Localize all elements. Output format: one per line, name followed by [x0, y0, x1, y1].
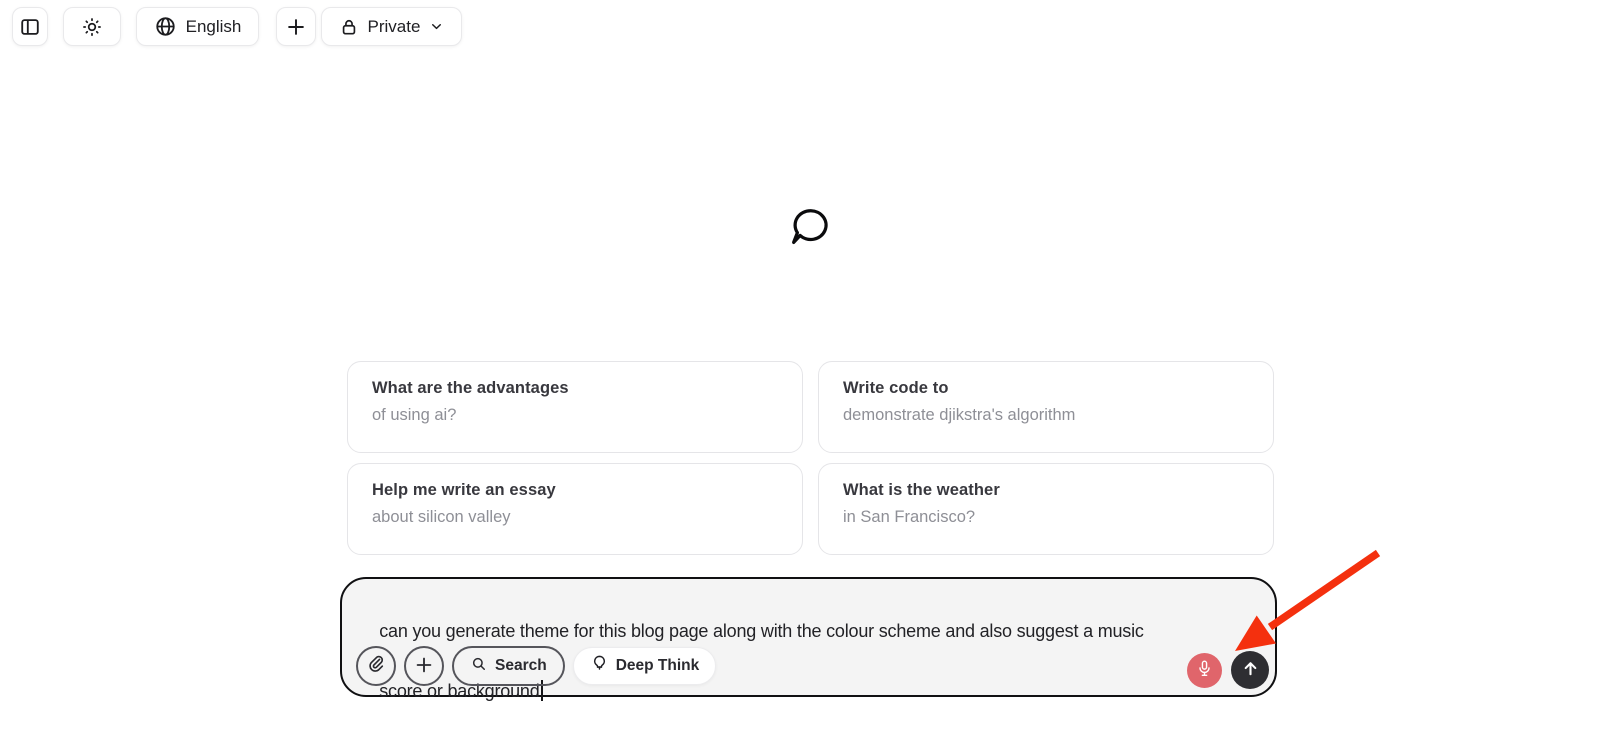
search-toggle-button[interactable] — [452, 646, 565, 686]
voice-input-button[interactable] — [1187, 653, 1222, 688]
message-input-line2: score or background — [379, 681, 540, 701]
suggestion-card-essay[interactable] — [347, 463, 803, 555]
paperclip-icon — [366, 654, 387, 678]
search-label: Search — [495, 657, 547, 674]
suggestion-card-write-code[interactable] — [818, 361, 1274, 453]
suggestion-title: Write code to — [843, 379, 949, 397]
sidebar-toggle-button[interactable] — [12, 7, 48, 46]
deep-think-label: Deep Think — [615, 657, 700, 674]
language-label: English — [185, 16, 242, 36]
suggestion-cards — [347, 361, 1274, 555]
privacy-mode-dropdown[interactable] — [321, 7, 462, 46]
globe-icon — [154, 15, 177, 38]
top-toolbar — [0, 0, 1600, 56]
message-input-line1: can you generate theme for this blog page along with the colour scheme and also suggest a music — [379, 621, 1144, 641]
send-button[interactable] — [1231, 651, 1269, 689]
plus-icon — [413, 654, 435, 679]
deep-think-toggle-button[interactable] — [573, 647, 717, 685]
sun-icon — [81, 16, 103, 38]
attach-file-button[interactable] — [356, 646, 396, 686]
theme-toggle-button[interactable] — [63, 7, 121, 46]
plus-icon — [285, 16, 307, 38]
language-selector-button[interactable] — [136, 7, 259, 46]
arrow-up-icon — [1240, 658, 1261, 682]
suggestion-title: What are the advantages — [372, 379, 569, 397]
suggestion-subtitle: about silicon valley — [372, 508, 511, 526]
chat-bubble-icon — [786, 205, 832, 256]
suggestion-subtitle: demonstrate djikstra's algorithm — [843, 406, 1076, 424]
lock-icon — [339, 17, 359, 37]
privacy-label: Private — [367, 16, 421, 36]
add-button[interactable] — [404, 646, 444, 686]
sidebar-panel-icon — [19, 16, 41, 38]
suggestion-card-weather[interactable] — [818, 463, 1274, 555]
suggestion-subtitle: in San Francisco? — [843, 508, 976, 526]
empty-state — [340, 205, 1277, 256]
suggestion-title: What is the weather — [843, 481, 1000, 499]
suggestion-subtitle: of using ai? — [372, 406, 457, 424]
microphone-icon — [1195, 659, 1214, 681]
magnifier-icon — [470, 655, 488, 678]
composer-toolbar — [356, 646, 716, 686]
message-composer — [340, 577, 1277, 701]
composer-actions — [1187, 651, 1269, 689]
new-chat-button[interactable] — [276, 7, 316, 46]
suggestion-card-advantages[interactable] — [347, 361, 803, 453]
lightbulb-icon — [590, 654, 609, 678]
suggestion-title: Help me write an essay — [372, 481, 556, 499]
chevron-down-icon — [429, 19, 444, 34]
